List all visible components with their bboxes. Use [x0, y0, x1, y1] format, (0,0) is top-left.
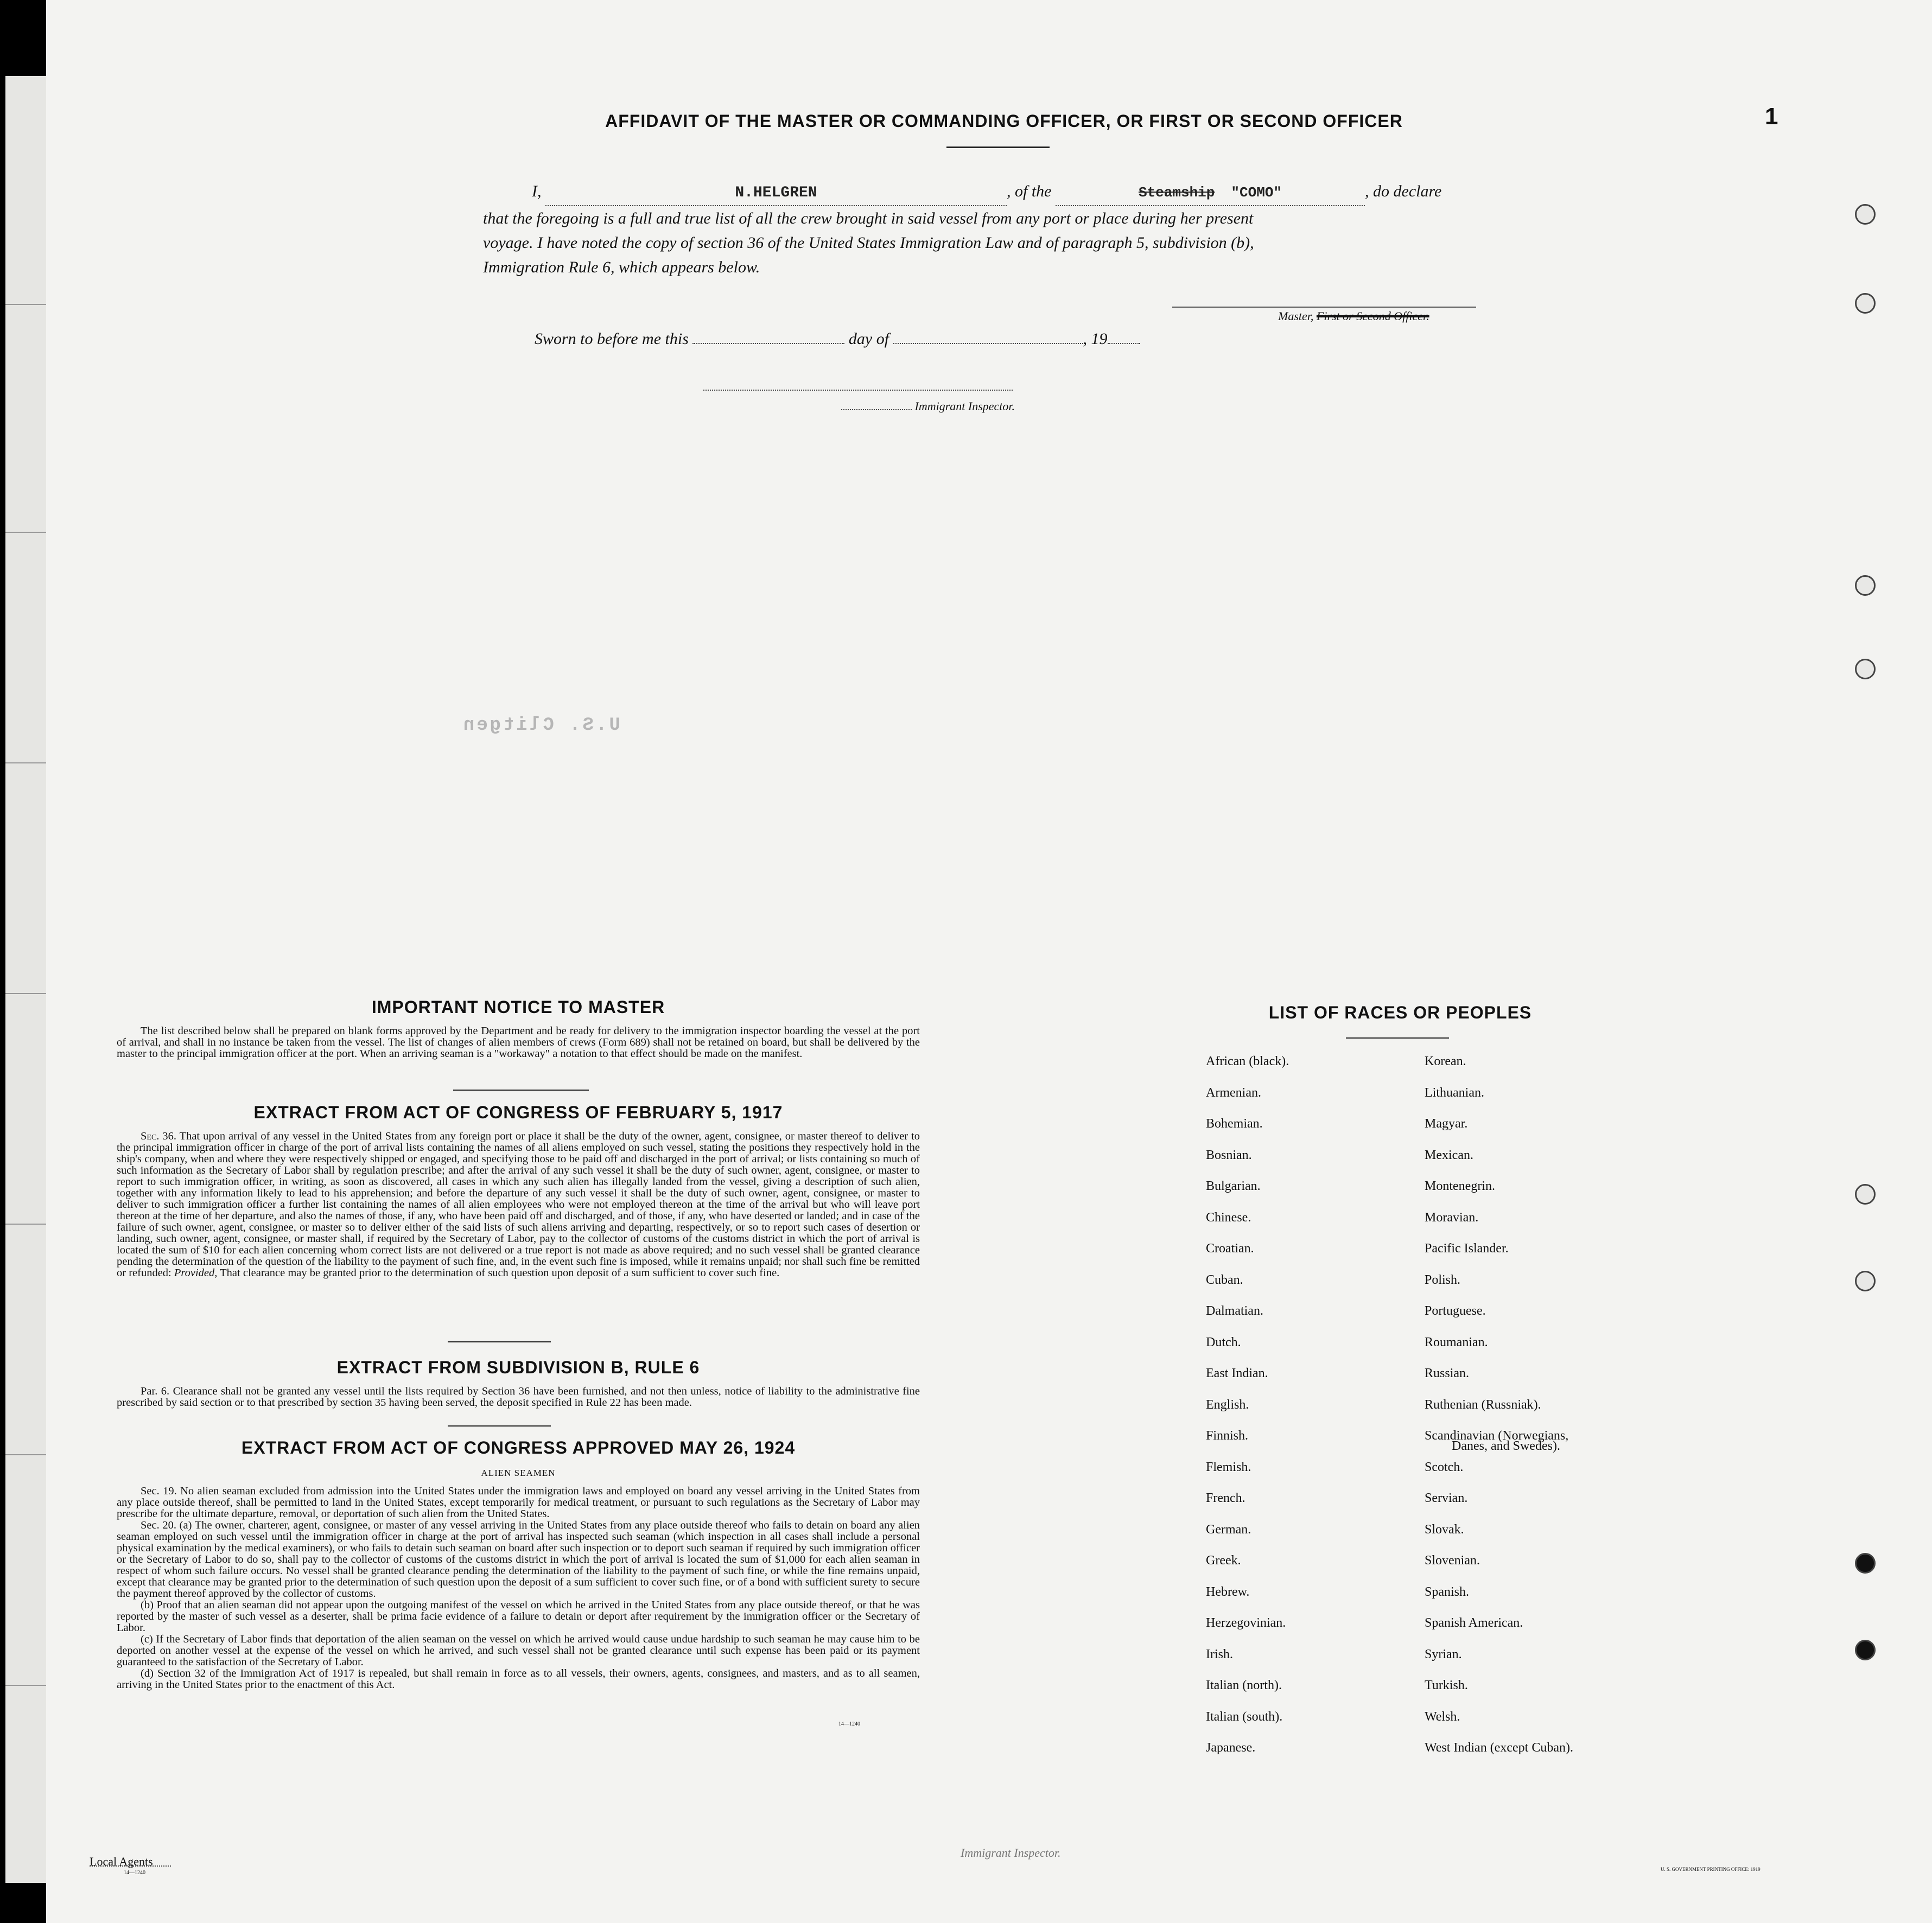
right-item: Pacific Islander. [1425, 1241, 1509, 1256]
affidavit-line-1 [532, 179, 1520, 206]
left-item: Greek. [1206, 1553, 1241, 1568]
right-item: Roumanian. [1425, 1335, 1488, 1349]
extract-1917-text [117, 1131, 920, 1279]
left-item: Italian (north). [1206, 1678, 1282, 1692]
left-item: Bosnian. [1206, 1148, 1252, 1162]
sec-36-body: That upon arrival of any vessel in the United States from any foreign port or place it shall be the duty of the owner, agent, consignee, or master thereof to deliver to the principal immigration officer in charge of the port of arrival lists containing the names of all aliens employed on such vessel, stating the positions they respectively hold in the ship's company, when and where they were respectively shipped or engaged, and specifying those to be paid off and discharged in the port of arrival; or lists containing so much of such information as the Secretary of Labor shall by regulation prescribe; and after the arrival of any such vessel it shall be the duty of such owner, agent, consignee, or master to report to such immigration officer, in writing, as soon as discovered, all cases in which any such alien has illegally landed from the vessel, giving a description of such alien, together with any information likely to lead to his apprehension; and before the departure of any such vessel it shall be the duty of such owner, agent, consignee, or master to deliver to such immigration officer a further list containing the names of all alien employees who were not employed thereon at the time of the arrival but who will leave port thereon at the time of her departure, and also the names of those, if any, who have been paid off and discharged, and of those, if any, who have deserted or landed; and in case of the failure of such owner, agent, consignee, or master so to deliver either of the said lists of such aliens arriving and departing, respectively, or so to report such cases of desertion or landing, such owner, agent, consignee, or master shall, if required by the Secretary of Labor, pay to the collector of customs of the customs district in which the port of arrival is located the sum of $10 for each alien concerning whom correct lists are not delivered or a true report is not made as above required; and no such vessel shall be granted clearance pending the determination of the question of the liability to the payment of such fine, and, in the event such fine is imposed, while it remains unpaid; nor shall such fine be remitted or refunded: [117, 1130, 920, 1279]
punch-hole [1855, 204, 1876, 225]
left-item: Cuban. [1206, 1272, 1243, 1287]
left-item: Finnish. [1206, 1429, 1249, 1443]
sec-19-paragraph: Sec. 19. No alien seaman excluded from admission into the United States under the immigration laws and employed on board any vessel arriving in the United States from any place outside thereof, shall be permitted to land in the United States, except temporarily for medical treatment, or pursuant to such regulations as the Secretary of Labor may prescribe for the ultimate departure, removal, or deportation of such alien from the United States. [117, 1485, 920, 1520]
rule-6-title: EXTRACT FROM SUBDIVISION B, RULE 6 [336, 1358, 700, 1377]
left-item: French. [1206, 1491, 1245, 1505]
act-1924-title: EXTRACT FROM ACT OF CONGRESS APPROVED MAY 26, 1924 [241, 1438, 796, 1457]
right-item: Ruthenian (Russniak). [1425, 1397, 1541, 1412]
right-item: Mexican. [1425, 1148, 1473, 1162]
struck-officer-label: First or Second Officer. [1316, 309, 1429, 323]
right-item: Scotch. [1425, 1460, 1464, 1474]
section-rule [448, 1341, 551, 1342]
right-item: Russian. [1425, 1366, 1470, 1380]
affidavit-line-2: that the foregoing is a full and true list of all the crew brought in said vessel from any port or place during her present [483, 209, 1254, 227]
left-item: Dalmatian. [1206, 1304, 1263, 1318]
underlying-page-strip [5, 76, 47, 1883]
master-name-field [545, 179, 1007, 206]
year-label: , 19 [1083, 330, 1108, 348]
right-item: Slovak. [1425, 1522, 1464, 1537]
local-agents-label: Local Agents [90, 1855, 153, 1868]
left-item: Flemish. [1206, 1460, 1251, 1474]
right-item: Spanish. [1425, 1584, 1470, 1599]
sec-20d-paragraph: (d) Section 32 of the Immigration Act of 1917 is repealed, but shall remain in force as to all vessels, their owners, agents, consignees, and masters, and as to all seamen, arriving in the United States prior to the enactment of this Act. [117, 1667, 920, 1691]
notice-text [117, 1026, 920, 1060]
inspector-bleed-through: Immigrant Inspector. [961, 1846, 1061, 1860]
sec-36-label: Sec. 36. [141, 1130, 176, 1142]
printer-imprint: U. S. GOVERNMENT PRINTING OFFICE: 1919 [1661, 1867, 1761, 1872]
vessel-name: "COMO" [1231, 184, 1282, 201]
signature-line [1172, 307, 1476, 308]
punch-hole [1855, 1640, 1876, 1660]
vessel-type: Steamship [1138, 184, 1215, 201]
inspector-line [703, 390, 1013, 391]
right-item: Slovenian. [1425, 1553, 1480, 1568]
left-item: German. [1206, 1522, 1251, 1537]
left-item: Italian (south). [1206, 1709, 1283, 1724]
year-field [1108, 343, 1140, 344]
race-scandinavian-continued: Danes, and Swedes). [1452, 1439, 1560, 1453]
left-item: Armenian. [1206, 1085, 1261, 1100]
master-label: Master, [1278, 309, 1314, 323]
left-item: Herzegovinian. [1206, 1616, 1286, 1630]
right-item: Spanish American. [1425, 1616, 1523, 1630]
notice-paragraph: The list described below shall be prepared on blank forms approved by the Department and be ready for delivery to the immigration inspector boarding the vessel at the port of arrival, and shall in no instance be taken from the vessel. The list of changes of alien members of crews (Form 689) shall not be retained on board, but shall be delivered by the master to the principal immigration officer at the port. When an arriving seaman is a "workaway" a notation to that effect should be made on the manifest. [117, 1025, 920, 1060]
left-item: English. [1206, 1397, 1249, 1412]
races-title: LIST OF RACES OR PEOPLES [1268, 1003, 1532, 1022]
affidavit-body [483, 179, 1520, 279]
footer-form-code: 14—1240 [124, 1870, 145, 1876]
left-item: Hebrew. [1206, 1584, 1250, 1599]
right-item: Korean. [1425, 1054, 1466, 1068]
left-item: East Indian. [1206, 1366, 1268, 1380]
i-label: I, [532, 182, 542, 200]
right-item: Montenegrin. [1425, 1179, 1495, 1193]
right-item: Lithuanian. [1425, 1085, 1484, 1100]
right-item: Moravian. [1425, 1210, 1479, 1225]
affidavit-line-4: Immigration Rule 6, which appears below. [483, 258, 760, 276]
act-1924-text [117, 1486, 920, 1691]
sworn-label: Sworn to before me this [535, 330, 689, 348]
sworn-line [535, 330, 1140, 348]
left-item: Chinese. [1206, 1210, 1251, 1225]
sec-36-end: That clearance may be granted prior to the determination of such question upon deposit of a sum sufficient to cover such fine. [220, 1267, 780, 1279]
left-item: Irish. [1206, 1647, 1233, 1661]
inspector-dots [841, 409, 912, 410]
page-number: 1 [1765, 103, 1778, 130]
inspector-caption [841, 399, 1015, 413]
affidavit-title: AFFIDAVIT OF THE MASTER OR COMMANDING OFFICER, OR FIRST OR SECOND OFFICER [605, 111, 1403, 131]
section-rule [453, 1090, 589, 1091]
declare-label: , do declare [1365, 182, 1442, 200]
title-rule [946, 147, 1050, 148]
punch-hole [1855, 575, 1876, 596]
right-item: Syrian. [1425, 1647, 1462, 1661]
form-code: 14—1240 [838, 1721, 860, 1727]
affidavit-line-3: voyage. I have noted the copy of section 36 of the United States Immigration Law and of paragraph 5, subdivision (b), [483, 234, 1254, 252]
master-name: N.HELGREN [735, 184, 817, 201]
rule-6-paragraph: Par. 6. Clearance shall not be granted any vessel until the lists required by Section 36 have been furnished, and not then unless, notice of liability to the administrative fine prescribed by said section or to that prescribed by section 35 having been served, the deposit specified in Rule 22 has been made. [117, 1385, 920, 1409]
left-item: Croatian. [1206, 1241, 1254, 1256]
signature-caption [1278, 309, 1429, 323]
notice-title: IMPORTANT NOTICE TO MASTER [371, 997, 665, 1017]
section-rule [448, 1425, 551, 1427]
mirrored-stamp: U.S. Clitgen [461, 715, 620, 736]
extract-1917-title: EXTRACT FROM ACT OF CONGRESS OF FEBRUARY 5, 1917 [253, 1103, 783, 1122]
sec-20b-paragraph: (b) Proof that an alien seaman did not appear upon the outgoing manifest of the vessel on which he arrived in the United States from any place outside thereof, or that he was reported by the master of such vessel as a deserter, shall be prima facie evidence of a failure to detain or deport after requirement by the immigration officer or the Secretary of Labor. [117, 1599, 920, 1634]
punch-hole [1855, 1271, 1876, 1291]
right-item: Magyar. [1425, 1117, 1468, 1131]
day-of-label: day of [848, 330, 889, 348]
rule-6-text [117, 1386, 920, 1409]
right-item: Welsh. [1425, 1709, 1460, 1724]
of-the-label: , of the [1007, 182, 1052, 200]
left-item: Bohemian. [1206, 1117, 1263, 1131]
punch-hole [1855, 1184, 1876, 1205]
alien-seamen-subtitle: ALIEN SEAMEN [481, 1468, 556, 1478]
right-item: Scandinavian (Norwegians, [1425, 1429, 1569, 1443]
left-item: African (black). [1206, 1054, 1289, 1068]
punch-hole [1855, 659, 1876, 679]
sec-20c-paragraph: (c) If the Secretary of Labor finds that deportation of the alien seaman on the vessel on which he arrived would cause undue hardship to such seaman he may cause him to be deported on another vessel at the expense of the vessel on which he arrived, and such vessel shall not be granted clearance until such expense has been paid or its payment guaranteed to the satisfaction of the Secretary of Labor. [117, 1633, 920, 1668]
left-item: Japanese. [1206, 1741, 1256, 1755]
right-item: Portuguese. [1425, 1304, 1486, 1318]
punch-hole [1855, 293, 1876, 314]
inspector-label: Immigrant Inspector. [914, 399, 1015, 413]
sworn-month-field [893, 343, 1083, 344]
races-rule [1346, 1037, 1449, 1039]
right-item: Turkish. [1425, 1678, 1468, 1692]
right-item: Servian. [1425, 1491, 1468, 1505]
provided-label: Provided, [174, 1267, 218, 1279]
vessel-field [1056, 179, 1365, 206]
right-item: West Indian (except Cuban). [1425, 1741, 1573, 1755]
local-agents-line [90, 1865, 171, 1867]
right-item: Polish. [1425, 1272, 1461, 1287]
left-item: Dutch. [1206, 1335, 1241, 1349]
left-item: Bulgarian. [1206, 1179, 1261, 1193]
sworn-day-field [692, 343, 844, 344]
punch-hole [1855, 1553, 1876, 1574]
sec-20a-paragraph: Sec. 20. (a) The owner, charterer, agent, consignee, or master of any vessel arriving in the United States from any place outside thereof who fails to detain on board any alien seaman employed on such vessel until the immigration officer in charge at the port of arrival has inspected such seaman (which inspection in all cases shall include a personal physical examination by the medical examiners), or who fails to detain such seaman on board after such inspection or to deport such seaman if required by such immigration officer or the Secretary of Labor to do so, shall pay to the collector of customs of the customs district in which the port of arrival is located the sum of $1,000 for each alien seaman in respect of whom such failure occurs. No vessel shall be granted clearance pending the determination of the liability to the payment of such fine, or while the fine remains unpaid, except that clearance may be granted prior to the determination of such question upon the deposit of a sum sufficient to cover such fine, or of a bond with sufficient surety to secure the payment thereof approved by the collector of customs. [117, 1519, 920, 1600]
